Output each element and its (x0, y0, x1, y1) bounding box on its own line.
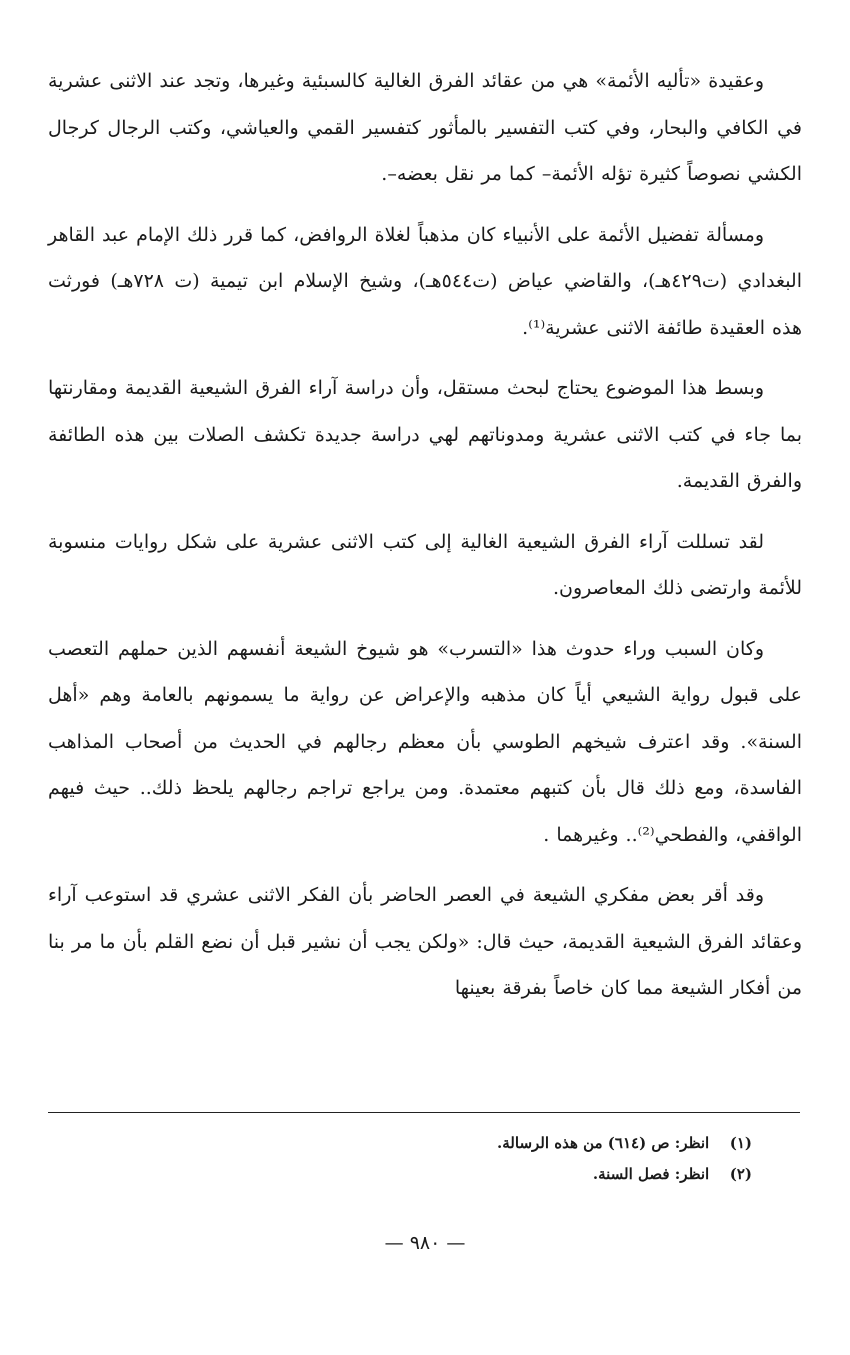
paragraph-6-text: وقد أقر بعض مفكري الشيعة في العصر الحاضر بأن الفكر الاثنى عشري قد استوعب آراء وعقائد الفرق الشيعية القديمة، حيث قال: «ولكن يجب أن نشير قبل أن نضع القلم بأن ما مر بنا من أفكار الشيعة مما كان خاصاً بفرقة بعينها (48, 884, 802, 999)
paragraph-1-text: وعقيدة «تأليه الأئمة» هي من عقائد الفرق الغالية كالسبئية وغيرها، وتجد عند الاثنى عشرية في الكافي والبحار، وفي كتب التفسير بالمأثور كتفسير القمي والعياشي، وكتب الرجال كرجال الكشي نصوصاً كثيرة تؤله الأئمة– كما مر نقل بعضه–. (48, 70, 802, 185)
paragraph-5-text: وكان السبب وراء حدوث هذا «التسرب» هو شيوخ الشيعة أنفسهم الذين حملهم التعصب على قبول رواية الشيعي أياً كان مذهبه والإعراض عن رواية ما يسمونهم بالعامة وهم «أهل السنة». وقد اعترف شيخهم الطوسي بأن معظم رجالهم في الحديث من أصحاب المذاهب الفاسدة، ومع ذلك قال بأن كتبهم معتمدة. ومن يراجع تراجم رجالهم يلحظ ذلك.. حيث فيهم الواقفي، والفطحي⁽²⁾.. وغيرهما . (48, 637, 802, 846)
paragraph-5 (48, 626, 802, 859)
paragraph-1 (48, 58, 802, 198)
paragraph-3-text: وبسط هذا الموضوع يحتاج لبحث مستقل، وأن دراسة آراء الفرق الشيعية القديمة ومقارنتها بما جاء في كتب الاثنى عشرية ومدوناتهم لهي دراسة جديدة تكشف الصلات بين هذه الطائفة والفرق القديمة. (48, 377, 802, 492)
paragraph-4 (48, 519, 802, 612)
paragraph-2-text: ومسألة تفضيل الأئمة على الأنبياء كان مذهباً لغلاة الروافض، كما قرر ذلك الإمام عبد القاهر البغدادي (ت٤٢٩هـ)، والقاضي عياض (ت٥٤٤هـ)، وشيخ الإسلام ابن تيمية (ت ٧٢٨هـ) فورثت هذه العقيدة طائفة الاثنى عشرية⁽¹⁾. (48, 223, 803, 339)
footnotes (497, 1128, 752, 1190)
footnote-2-number: (٢) (729, 1165, 752, 1183)
footnote-1-number: (١) (729, 1134, 752, 1152)
footnote-1 (497, 1128, 752, 1159)
footnote-2-text: انظر: فصل السنة. (592, 1165, 710, 1183)
paragraph-6 (48, 872, 802, 1012)
footnote-separator (48, 1112, 800, 1113)
paragraph-3 (48, 365, 802, 505)
paragraph-4-text: لقد تسللت آراء الفرق الشيعية الغالية إلى كتب الاثنى عشرية على شكل روايات منسوبة للأئمة وارتضى ذلك المعاصرون. (48, 530, 802, 599)
paragraph-2 (48, 212, 802, 352)
page-number: — ٩٨٠ — (384, 1232, 466, 1254)
footnote-1-text: انظر: ص (٦١٤) من هذه الرسالة. (497, 1134, 710, 1152)
footnote-2 (497, 1159, 752, 1190)
